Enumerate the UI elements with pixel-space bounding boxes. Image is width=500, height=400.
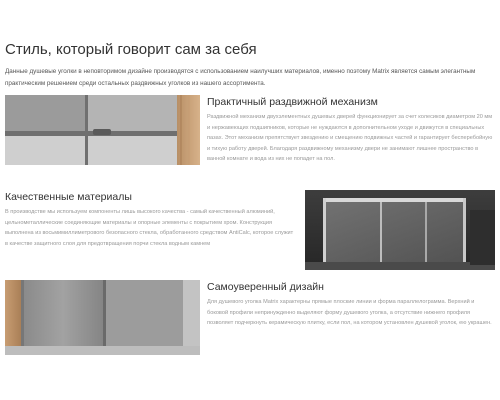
intro-paragraph: Данные душевые уголки в неповторимом дизайне производятся с использованием наилучших материалов, именно поэтому Matrix является самым элегантным практическим решением среди остальных раздвижных уголков из нашего ассортимента. — [5, 68, 476, 87]
section-heading-materials: Качественные материалы — [5, 191, 132, 203]
section-heading-mechanism: Практичный раздвижной механизм — [207, 96, 378, 108]
section-heading-design: Самоуверенный дизайн — [207, 281, 324, 293]
section-body-design: Для душевого уголка Matrix характерны прямые плоские линии и форма параллелограмма. Верхний и боковой профили непринужденно выделяют форму душевого уголка, а отсутствие нижнего профиля позволяет подчеркнуть керамическую плитку, если пол, на котором установлен душевой уголок, ею украшен. — [207, 299, 492, 327]
shower-enclosure-corner-photo — [305, 190, 495, 270]
sliding-door-mechanism-photo — [5, 95, 200, 165]
section-body-mechanism: Раздвижной механизм двухэлементных душевых дверей функционирует за счет колесиков диаметром 20 мм и нержавеющих подшипников, которые не нуждаются в дополнительном уходе и движутся в специальных пазах. Этот механизм препятствует звездению и смещению подвижных частей и гарантирует бесперебойную и тихую работу дверей. Благодаря раздвижному механизму двери не занимают лишнее пространство в ванной комнате и вода из них не попадет на пол. — [207, 114, 493, 163]
section-body-materials: В производстве мы используем компоненты лишь высокого качества - самый качественный алюминий, цельнометаллические соединяющие материалы и опорные элементы с покрытием хром. Конструкция выполнена из восьмимиллиметрового безопасного стекла, обработанного средством AntiCalc, которое служит в качестве защитного слоя для предотвращения порчи стекла водным камнем — [5, 209, 294, 247]
shower-glass-panels-photo — [5, 280, 200, 355]
page-title: Стиль, который говорит сам за себя — [5, 41, 257, 58]
